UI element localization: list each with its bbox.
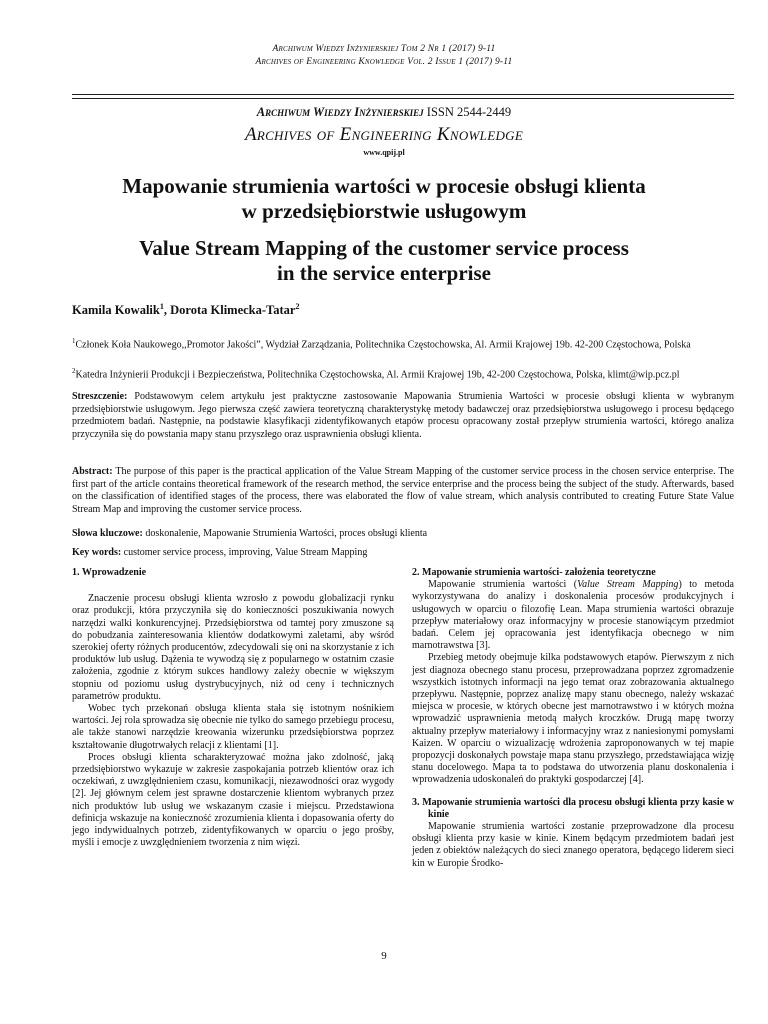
page-number: 9 [381, 950, 387, 962]
abstract-english-label: Abstract: [72, 466, 113, 477]
paragraph: Proces obsługi klienta scharakteryzować można jako zdolność, jaką przedsiębiorstwo wykazuje w zakresie zaspokajania potrzeb klientów oraz ich oczekiwań, z uwzględnieniem czasu, komunikacji, niezawodności oraz wygody [2]. Jej głównym celem jest sprawne dostarczenie klientom wybranych przez nich produktów lub usług we wskazanym czasie i miejscu. Przedstawiona definicja wskazuje na konieczność zrozumienia klienta i dopasowania oferty do jego indywidualnych potrzeb, zidentyfikowanych w oparciu o jego prośby, myśli i emocje z uwzględnieniem tworzenia z nim więzi. [72, 751, 394, 849]
section-heading: 2. Mapowanie strumienia wartości- założenia teoretyczne [412, 567, 656, 578]
emphasis-text: Value Stream Mapping [577, 579, 679, 591]
keywords-english-label: Key words: [72, 547, 122, 558]
title-english [0, 236, 768, 286]
header-rule-top [72, 94, 734, 95]
abstract-polish [72, 391, 734, 441]
title-polish [0, 174, 768, 224]
abstract-english [72, 466, 734, 516]
section-heading: 1. Wprowadzenie [72, 567, 147, 578]
title-english-line2: in the service enterprise [276, 261, 491, 285]
keywords-english [72, 547, 734, 560]
author-separator: , [163, 303, 171, 318]
author-affiliation-marker: 1 [159, 302, 164, 311]
affiliation-text: Katedra Inżynierii Produkcji i Bezpieczeństwa, Politechnika Częstochowska, Al. Armii Krajowej 19b, 42-200 Częstochowa, Polska, klimt@wip.pcz.pl [75, 369, 680, 381]
journal-citation-en: Archives of Engineering Knowledge Vol. 2 Issue 1 (2017) 9-11 [255, 57, 513, 67]
left-column [72, 567, 394, 849]
keywords-polish [72, 528, 734, 541]
section-heading: 3. Mapowanie strumienia wartości dla procesu obsługi klienta przy kasie w kinie [412, 796, 734, 820]
title-polish-line2: w przedsiębiorstwie usługowym [241, 199, 527, 223]
journal-name-en: Archives of Engineering Knowledge [244, 124, 524, 145]
issn: ISSN 2544-2449 [426, 105, 512, 119]
author-affiliation-marker: 2 [295, 302, 300, 311]
affiliation [72, 365, 734, 381]
paragraph: Wobec tych przekonań obsługa klienta stała się istotnym nośnikiem wartości. Jej rola sprowadza się obecnie nie tylko do samego przebiegu procesu, ale także stanowi narzędzie kreowania wizerunku przedsiębiorstwa poprzez kształtowanie długotrwałych relacji z klientami [1]. [72, 703, 394, 751]
affiliation-marker: 1 [72, 337, 76, 345]
paragraph [412, 579, 734, 652]
header-rule-bottom [72, 98, 734, 99]
paragraph: Znaczenie procesu obsługi klienta wzrosło z powodu globalizacji rynku oraz produkcji, która przyczyniła się do konieczności poszukiwania nowych narzędzi walki konkurencyjnej. Przedsiębiorstwa od tamtej pory zmuszone są do pobudzania zainteresowania klientów dodatkowymi zaletami, aby wśród szerokiej oferty różnych producentów, zdecydowali się oni na skorzystanie z ich produktów lub usług. Dążenia te wywodzą się z popularnego w ostatnim czasie założenia, zgodnie z którym sukces handlowy zależy obecnie w większym stopniu od poziomu usług dystrybucyjnych, niż od ceny i technicznych parametrów produktu. [72, 593, 394, 702]
paragraph: Mapowanie strumienia wartości zostanie przeprowadzone dla procesu obsługi klienta przy kasie w kinie. Kinem będącym przedmiotem badań jest jeden z obiektów należących do sieci znanego operatora, będącego liderem sieci kin w Europie Środko- [412, 821, 734, 869]
affiliation-text: Członek Koła Naukowego,,Promotor Jakości”, Wydział Zarządzania, Politechnika Częstochowska, Al. Armii Krajowej 19b. 42-200 Częstochowa, Polska [75, 339, 691, 351]
paragraph-text: Mapowanie strumienia wartości ( [428, 579, 578, 591]
keywords-english-text: customer service process, improving, Value Stream Mapping [121, 547, 368, 558]
paragraph: Przebieg metody obejmuje kilka podstawowych etapów. Pierwszym z nich jest diagnoza obecnego stanu procesu, przeprowadzana poprzez zgromadzenie wszystkich istotnych informacji na jego temat oraz zobrazowania aktualnego przepływu. Następnie, poprzez analizę mapy stanu obecnego, należy wskazać miejsca w procesie, w których obecne jest marnotrawstwo i w których można wprowadzić usprawnienia metodą małych kroczków. Drugą mapę tworzy aktualny przepływ materiałowy i informacyjny wraz z naniesionymi pomysłami Kaizen. W oparciu o wizualizację wdrożenia zaproponowanych w tej mapie propozycji doskonałych powstaje mapa stanu przyszłego, przedstawiająca wizję stanu docelowego. Mapa ta to podstawa do utworzenia planu doskonalenia i wprowadzenia udoskonaleń do praktyki gospodarczej [4]. [412, 652, 734, 786]
affiliation [72, 335, 734, 351]
abstract-polish-label: Streszczenie: [72, 391, 128, 402]
journal-masthead [0, 105, 768, 120]
abstract-polish-text: Podstawowym celem artykułu jest praktyczne zastosowanie Mapowania Strumienia Wartości w procesie obsługi klienta w wybranym przedsiębiorstwie usługowym. Jego pierwsza część zawiera teoretyczną charakterystykę metody badawczej oraz przedsiębiorstwa usługowego i procesu będącego przedmiotem badań. Następnie, na podstawie klasyfikacji zidentyfikowanych etapów procesu opracowany został przepływ strumienia wartości, którego analiza przyczyniła się do powstania mapy stanu przyszłego oraz usprawnienia obsługi klienta. [72, 391, 734, 440]
title-polish-line1: Mapowanie strumienia wartości w procesie obsługi klienta [122, 174, 646, 198]
paragraph-text: ) to metoda wykorzystywana do analizy i doskonalenia procesów produkcyjnych i usługowych w oparciu o filozofię Lean. Mapa strumienia wartości obrazuje przepływ materiałowy oraz informacyjny w procesie stanowiącym przedmiot badań. Celem jej opracowania jest identyfikacja obecnego w nim marnotrawstwa [3]. [412, 579, 734, 652]
title-english-line1: Value Stream Mapping of the customer service process [139, 236, 629, 260]
keywords-polish-label: Słowa kluczowe: [72, 528, 143, 539]
abstract-english-text: The purpose of this paper is the practical application of the Value Stream Mapping of the customer service process in the chosen service enterprise. The first part of the article contains theoretical framework of the research method, the service enterprise and the process being the subject of the study. Afterwards, based on the classification of identified stages of the process, there was elaborated the flow of value stream, which analysis contributed to creating Future State Value Stream Map and improving the customer service process. [72, 466, 734, 515]
author-name: Dorota Klimecka-Tatar [170, 303, 296, 318]
journal-website-link[interactable]: www.qpij.pl [363, 148, 405, 157]
keywords-polish-text: doskonalenie, Mapowanie Strumienia Wartości, proces obsługi klienta [142, 528, 428, 539]
journal-citation-pl: Archiwum Wiedzy Inżynierskiej Tom 2 Nr 1 (2017) 9-11 [272, 44, 496, 54]
author-list [72, 302, 299, 318]
journal-name-pl: Archiwum Wiedzy Inżynierskiej [256, 105, 424, 119]
affiliation-marker: 2 [72, 367, 76, 375]
right-column [412, 567, 734, 870]
author-name: Kamila Kowalik [72, 303, 160, 318]
